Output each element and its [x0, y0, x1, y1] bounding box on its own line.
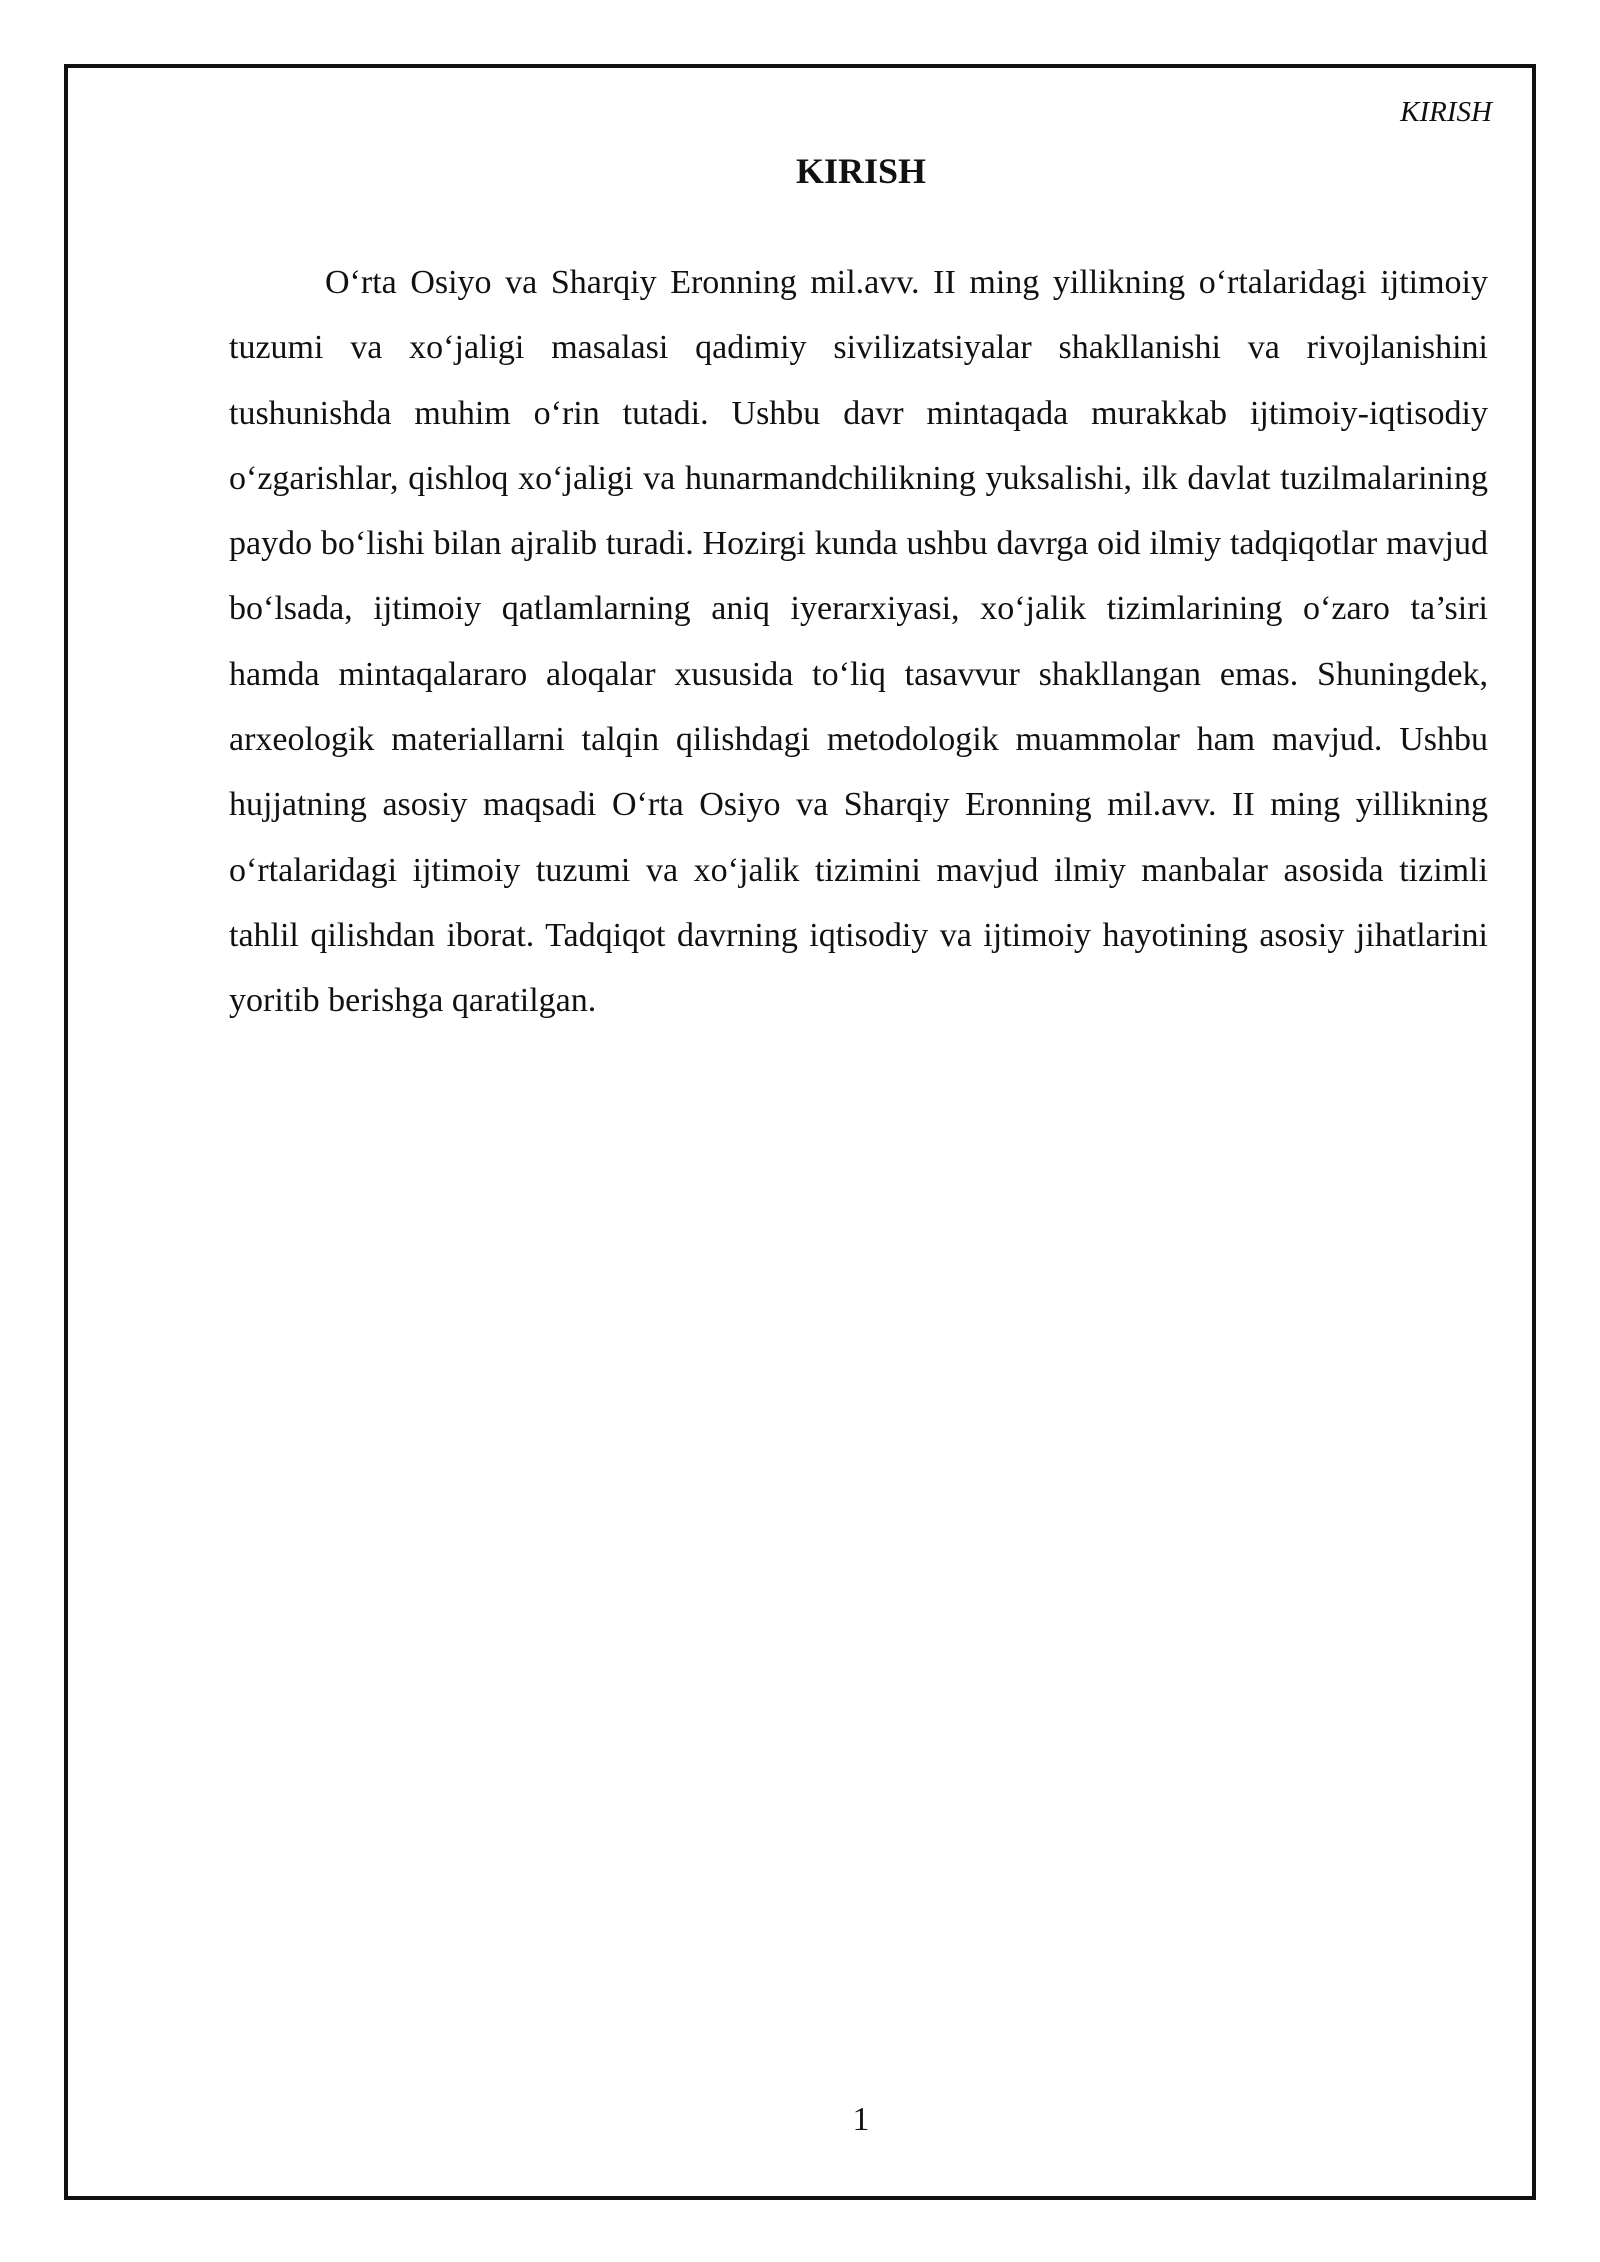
- page-title: KIRISH: [795, 151, 927, 191]
- body-paragraph: O‘rta Osiyo va Sharqiy Eronning mil.avv. II ming yillikning o‘rtalaridagi ijtimoiy tuzumi va xo‘jaligi masalasi qadimiy sivilizatsiyalar shakllanishi va rivojlanishini tushunishda muhim o‘rin tutadi. Ushbu davr mintaqada murakkab ijtimoiy-iqtisodiy o‘zgarishlar, qishloq xo‘jaligi va hunarmandchilikning yuksalishi, ilk davlat tuzilmalarining paydo bo‘lishi bilan ajralib turadi. Hozirgi kunda ushbu davrga oid ilmiy tadqiqotlar mavjud bo‘lsada, ijtimoiy qatlamlarning aniq iyerarxiyasi, xo‘jalik tizimlarining o‘zaro ta’siri hamda mintaqalararo aloqalar xususida to‘liq tasavvur shakllangan emas. Shuningdek, arxeologik materiallarni talqin qilishdagi metodologik muammolar ham mavjud. Ushbu hujjatning asosiy maqsadi O‘rta Osiyo va Sharqiy Eronning mil.avv. II ming yillikning o‘rtalaridagi ijtimoiy tuzumi va xo‘jalik tizimini mavjud ilmiy manbalar asosida tizimli tahlil qilishdan iborat. Tadqiqot davrning iqtisodiy va ijtimoiy hayotining asosiy jihatlarini yoritib berishga qaratilgan.: [229, 264, 1488, 1020]
- running-header: KIRISH: [1400, 96, 1492, 128]
- page-number: 1: [852, 2101, 870, 2138]
